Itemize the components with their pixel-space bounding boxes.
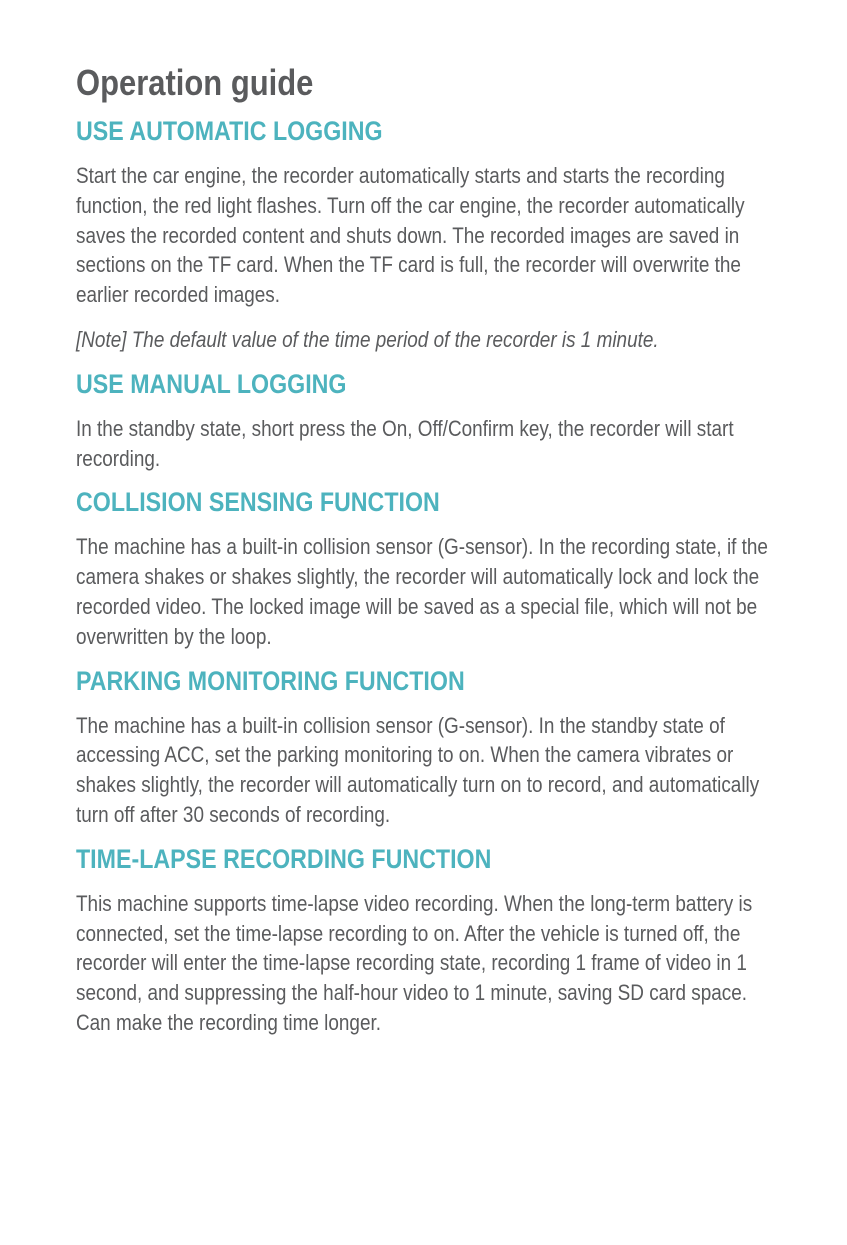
section-body: Start the car engine, the recorder automatically starts and starts the recording function, the red light flashes. Turn off the car engine, the recorder automatically saves the recorded content and shuts down. The recorded images are saved in sections on the TF card. When the TF card is full, the recorder will overwrite the earlier recorded images.	[76, 163, 745, 308]
section-body: The machine has a built-in collision sensor (G-sensor). In the recording state, if the camera shakes or shakes slightly, the recorder will automatically lock and lock the recorded video. The locked image will be saved as a special file, which will not be overwritten by the loop.	[76, 534, 768, 649]
section-collision-sensing	[76, 485, 786, 651]
section-automatic-logging	[76, 114, 786, 355]
section-heading: TIME-LAPSE RECORDING FUNCTION	[76, 843, 492, 874]
section-parking-monitoring	[76, 664, 786, 830]
section-body: The machine has a built-in collision sensor (G-sensor). In the standby state of accessing ACC, set the parking monitoring to on. When the camera vibrates or shakes slightly, the recorder will automatically turn on to record, and automatically turn off after 30 seconds of recording.	[76, 712, 760, 827]
section-body: In the standby state, short press the On, Off/Confirm key, the recorder will start recording.	[76, 415, 734, 471]
section-manual-logging	[76, 367, 786, 474]
operation-guide-page	[76, 58, 786, 1050]
section-note: [Note] The default value of the time period of the recorder is 1 minute.	[76, 326, 659, 352]
section-heading: USE MANUAL LOGGING	[76, 368, 347, 399]
section-heading: USE AUTOMATIC LOGGING	[76, 116, 383, 146]
section-body: This machine supports time-lapse video recording. When the long-term battery is connected, set the time-lapse recording to on. After the vehicle is turned off, the recorder will enter the time-lapse recording state, recording 1 frame of video in 1 second, and suppressing the half-hour video to 1 minute, saving SD card space. Can make the recording time longer.	[76, 890, 753, 1035]
page-title: Operation guide	[76, 62, 314, 103]
section-heading: PARKING MONITORING FUNCTION	[76, 665, 465, 696]
section-heading: COLLISION SENSING FUNCTION	[76, 487, 440, 518]
section-time-lapse	[76, 842, 786, 1038]
